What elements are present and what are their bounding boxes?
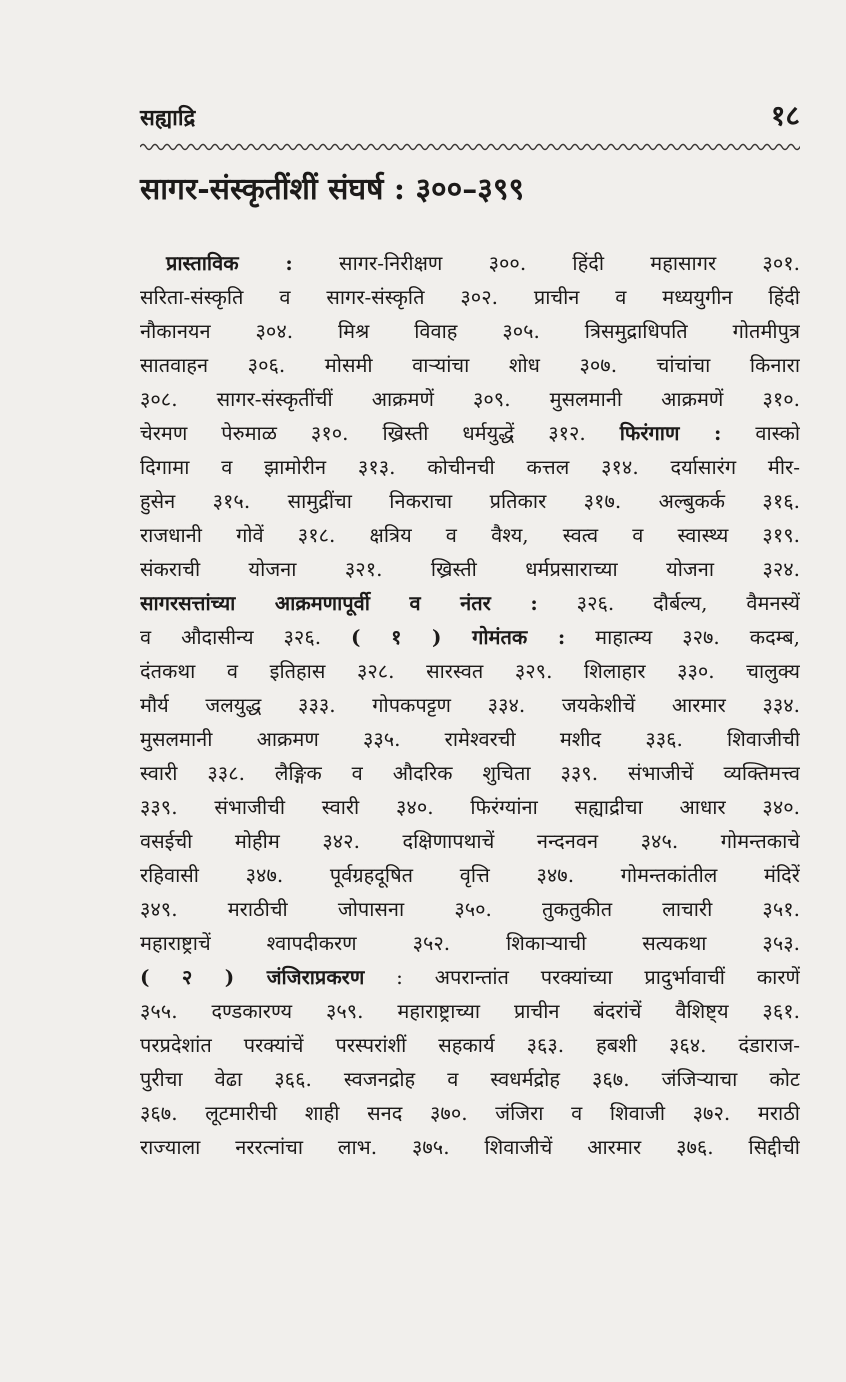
text-line: [140, 654, 800, 688]
text-line: [140, 994, 800, 1028]
text-line: [140, 280, 800, 314]
entry-text: ३५५. दण्डकारण्य ३५९. महाराष्ट्राच्या प्राचीन बंदरांचें वैशिष्ट्य ३६१.: [140, 999, 800, 1023]
text-line: [140, 620, 800, 654]
entry-text: ३०८. सागर-संस्कृतींचीं आक्रमणें ३०९. मुसलमानी आक्रमणें ३१०.: [140, 387, 800, 411]
text-line: [140, 756, 800, 790]
entry-text: राजधानी गोवें ३१८. क्षत्रिय व वैश्य, स्वत्व व स्वास्थ्य ३१९.: [140, 523, 800, 547]
text-line: [140, 518, 800, 552]
entry-text: ३६७. लूटमारीची शाही सनद ३७०. जंजिरा व शिवाजी ३७२. मराठी: [140, 1101, 800, 1125]
section-heading: सागरसत्तांच्या आक्रमणापूर्वी व नंतर :: [140, 591, 538, 615]
text-line: [140, 824, 800, 858]
section-heading: ( २ ) जंजिराप्रकरण: [140, 965, 365, 989]
wavy-divider: [140, 140, 800, 154]
entry-text: वसईची मोहीम ३४२. दक्षिणापथाचें नन्दनवन ३४५. गोमन्तकाचे: [140, 829, 800, 853]
text-line: [140, 484, 800, 518]
text-line: [140, 348, 800, 382]
entry-text: सातवाहन ३०६. मोसमी वाऱ्यांचा शोध ३०७. चांचांचा किनारा: [140, 353, 800, 377]
entry-text: महाराष्ट्राचें श्वापदीकरण ३५२. शिकाऱ्याची सत्यकथा ३५३.: [140, 931, 800, 955]
entry-text: सरिता-संस्कृति व सागर-संस्कृति ३०२. प्राचीन व मध्ययुगीन हिंदी: [140, 285, 800, 309]
entry-text: ३४९. मराठीची जोपासना ३५०. तुकतुकीत लाचारी ३५१.: [140, 897, 800, 921]
section-heading: प्रास्ताविक :: [166, 251, 293, 275]
entry-text: मौर्य जलयुद्ध ३३३. गोपकपट्टण ३३४. जयकेशीचें आरमार ३३४.: [140, 693, 800, 717]
entry-text: सागर-निरीक्षण ३००. हिंदी महासागर ३०१.: [292, 251, 800, 275]
text-line: [140, 246, 800, 280]
text-line: [140, 450, 800, 484]
entry-text: राज्याला नररत्नांचा लाभ. ३७५. शिवाजीचें आरमार ३७६. सिद्दीची: [140, 1135, 800, 1159]
text-line: [140, 416, 800, 450]
text-line: [140, 1062, 800, 1096]
entry-text: पुरीचा वेढा ३६६. स्वजनद्रोह व स्वधर्मद्रोह ३६७. जंजिऱ्याचा कोट: [140, 1067, 800, 1091]
table-of-contents-paragraph: [140, 246, 800, 1164]
page-number: १८: [770, 99, 800, 132]
entry-text: स्वारी ३३८. लैङ्गिक व औदरिक शुचिता ३३९. संभाजीचें व्यक्तिमत्त्व: [140, 761, 800, 785]
entry-text: चेरमण पेरुमाळ ३१०. ख्रिस्ती धर्मयुद्धें ३१२.: [140, 421, 620, 445]
text-line: [140, 552, 800, 586]
chapter-title: सागर-संस्कृतींशीं संघर्ष : ३००–३९९: [140, 172, 525, 207]
entry-text: : अपरान्तांत परक्यांच्या प्रादुर्भावाचीं कारणें: [364, 965, 800, 989]
book-title: सह्याद्रि: [140, 105, 196, 131]
entry-text: रहिवासी ३४७. पूर्वग्रहदूषित वृत्ति ३४७. गोमन्तकांतील मंदिरें: [140, 863, 800, 887]
entry-text: माहात्म्य ३२७. कदम्ब,: [565, 625, 800, 649]
text-line: [140, 314, 800, 348]
text-line: [140, 722, 800, 756]
text-line: [140, 1028, 800, 1062]
text-line: [140, 960, 800, 994]
text-line: [140, 858, 800, 892]
text-line: [140, 586, 800, 620]
running-head: [140, 96, 800, 136]
section-heading: फिरंगाण :: [619, 421, 722, 445]
entry-text: ३२६. दौर्बल्य, वैमनस्यें: [537, 591, 800, 615]
entry-text: मुसलमानी आक्रमण ३३५. रामेश्वरची मशीद ३३६. शिवाजीची: [140, 727, 800, 751]
text-line: [140, 1130, 800, 1164]
entry-text: दंतकथा व इतिहास ३२८. सारस्वत ३२९. शिलाहार ३३०. चालुक्य: [140, 659, 800, 683]
entry-text: ३३९. संभाजीची स्वारी ३४०. फिरंग्यांना सह्याद्रीचा आधार ३४०.: [140, 795, 800, 819]
entry-text: व औदासीन्य ३२६.: [140, 625, 352, 649]
entry-text: दिगामा व झामोरीन ३१३. कोचीनची कत्तल ३१४. दर्यासारंग मीर-: [140, 455, 800, 479]
text-line: [140, 926, 800, 960]
text-line: [140, 688, 800, 722]
entry-text: हुसेन ३१५. सामुद्रींचा निकराचा प्रतिकार ३१७. अल्बुकर्क ३१६.: [140, 489, 800, 513]
entry-text: वास्को: [721, 421, 800, 445]
entry-text: नौकानयन ३०४. मिश्र विवाह ३०५. त्रिसमुद्राधिपति गोतमीपुत्र: [140, 319, 800, 343]
text-line: [140, 892, 800, 926]
entry-text: संकराची योजना ३२१. ख्रिस्ती धर्मप्रसाराच्या योजना ३२४.: [140, 557, 800, 581]
text-line: [140, 382, 800, 416]
text-line: [140, 1096, 800, 1130]
section-heading: ( १ ) गोमंतक :: [351, 625, 566, 649]
entry-text: परप्रदेशांत परक्यांचें परस्परांशीं सहकार्य ३६३. हबशी ३६४. दंडाराज-: [140, 1033, 800, 1057]
text-line: [140, 790, 800, 824]
